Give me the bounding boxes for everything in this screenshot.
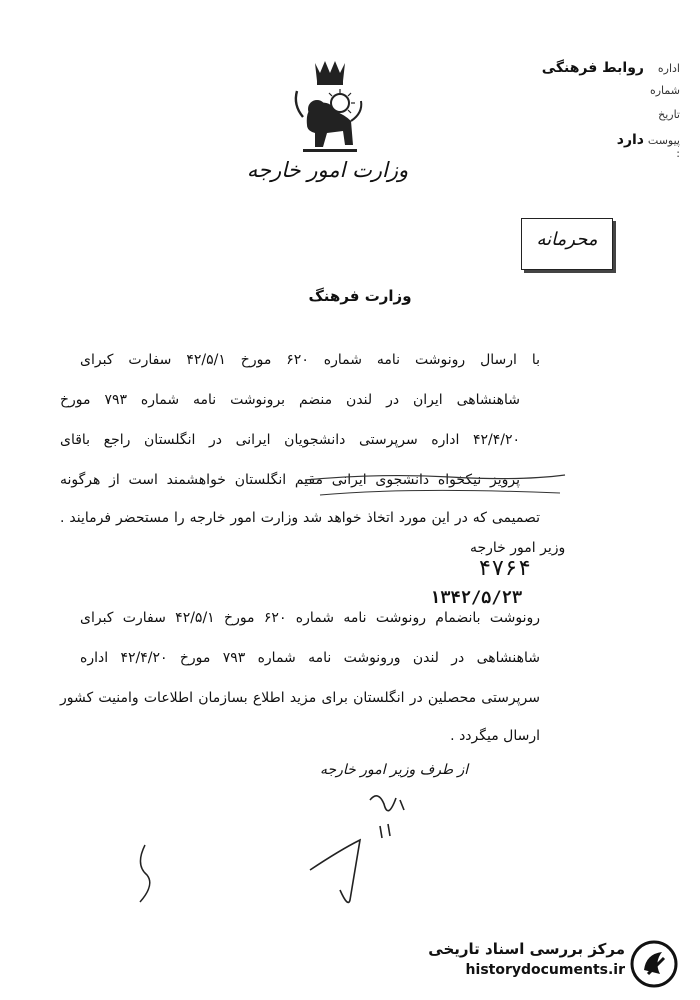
header-field-label: تاریخ <box>658 108 680 121</box>
recipient: وزارت فرهنگ <box>308 287 412 305</box>
header-field-date <box>540 108 680 132</box>
header-field-label: شماره <box>649 84 680 97</box>
copy-body-line: ارسال میگردد . <box>450 728 540 744</box>
watermark-url: historydocuments.ir <box>465 962 625 978</box>
header-field-office <box>540 60 680 84</box>
copy-body-line: سرپرستی محصلین در انگلستان برای مزید اطلاع بسازمان اطلاعات وامنیت کشور <box>60 690 540 706</box>
header-field-label: پیوست : <box>647 134 680 160</box>
archive-logo-icon <box>630 940 678 988</box>
margin-scribble <box>125 840 175 910</box>
header-field-attachment <box>540 132 680 160</box>
body-line: تصمیمی که در این مورد اتخاذ خواهد شد وزارت امور خارجه را مستحضر فرمایند . <box>60 510 540 526</box>
sign-off: از طرف وزیر امور خارجه <box>320 762 469 778</box>
confidential-stamp-text: محرمانه <box>536 229 598 250</box>
minister-signature-line: وزیر امور خارجه <box>470 540 566 556</box>
pen-scrawl <box>300 465 570 525</box>
watermark-persian: مرکز بررسی اسناد تاریخی <box>428 940 625 958</box>
document-number: ۴۷۶۴ <box>478 556 531 581</box>
copy-body-line: شاهنشاهی در لندن ورونوشت نامه شماره ۷۹۳ مورخ ۴۲/۴/۲۰ اداره <box>80 650 541 666</box>
header-field-number <box>540 84 680 108</box>
ministry-title: وزارت امور خارجه <box>246 158 409 182</box>
body-line: شاهنشاهی ایران در لندن منضم برونوشت نامه شماره ۷۹۳ مورخ <box>60 392 520 408</box>
handwritten-signature <box>300 780 460 910</box>
header-field-value: دارد <box>616 132 644 148</box>
lion-and-sun-emblem <box>285 55 375 165</box>
document-date: ۱۳۴۲/۵/۲۳ <box>430 588 523 608</box>
body-line: پرویز نیکخواه دانشجوی ایرانی مقیم انگلستان خواهشمند است از هرگونه <box>60 472 520 488</box>
header-field-value: روابط فرهنگی <box>541 60 644 76</box>
header-field-label: اداره <box>657 62 680 75</box>
copy-body-line: رونوشت بانضمام رونوشت نامه شماره ۶۲۰ مورخ ۴۲/۵/۱ سفارت کبرای <box>80 610 540 626</box>
header-fields <box>540 60 680 160</box>
body-line: با ارسال رونوشت نامه شماره ۶۲۰ مورخ ۴۲/۵/۱ سفارت کبرای <box>80 352 540 368</box>
body-line: ۴۲/۴/۲۰ اداره سرپرستی دانشجویان ایرانی در انگلستان راجع باقای <box>60 432 520 448</box>
